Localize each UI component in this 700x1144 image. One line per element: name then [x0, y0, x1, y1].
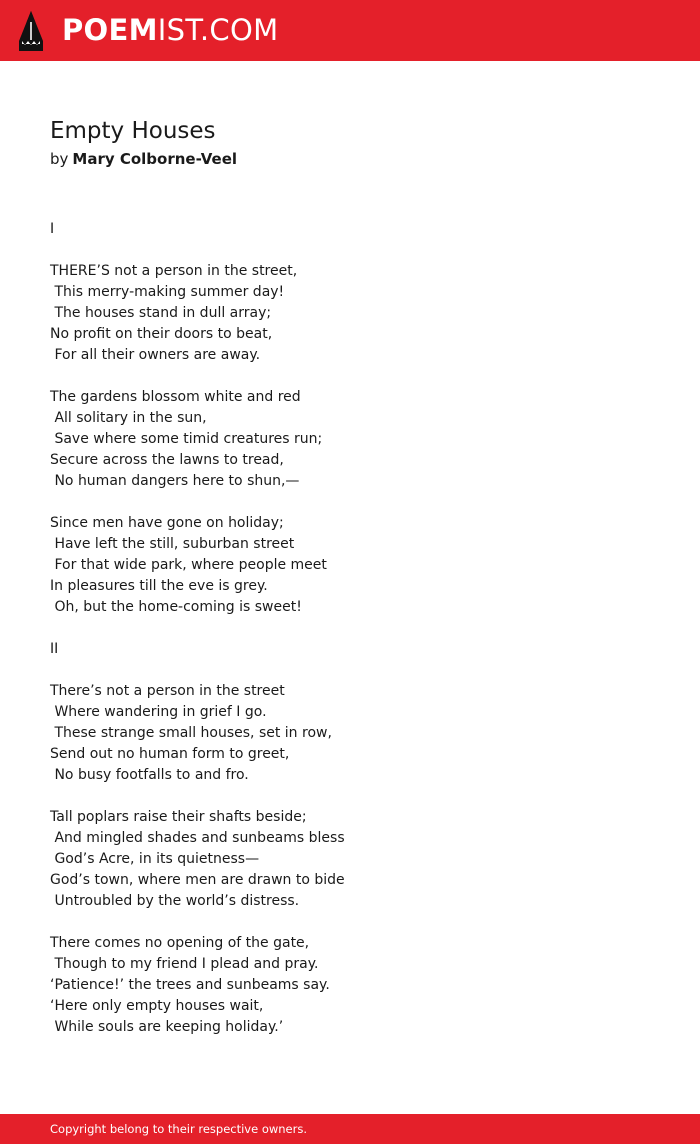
- poem-line: [50, 240, 650, 261]
- poem-line: Though to my friend I plead and pray.: [50, 956, 319, 972]
- poem-line: No human dangers here to shun,—: [50, 473, 300, 489]
- poem-line: Where wandering in grief I go.: [50, 704, 267, 720]
- poem-line: [50, 912, 650, 933]
- poem-line: THERE’S not a person in the street,: [50, 263, 298, 279]
- poem-line: Save where some timid creatures run;: [50, 431, 323, 447]
- poem-line: There’s not a person in the street: [50, 683, 285, 699]
- logo-text-light: IST.COM: [157, 13, 279, 47]
- poem-line: Secure across the lawns to tread,: [50, 452, 284, 468]
- poem-line: The gardens blossom white and red: [50, 389, 301, 405]
- poem-line: Since men have gone on holiday;: [50, 515, 284, 531]
- poem-body: [50, 219, 650, 1038]
- logo-text-bold: POEM: [62, 13, 158, 47]
- site-header: [0, 0, 700, 61]
- poem-line: God’s Acre, in its quietness—: [50, 851, 260, 867]
- poem-line: [50, 492, 650, 513]
- by-label: by: [50, 150, 69, 168]
- poem-line: All solitary in the sun,: [50, 410, 207, 426]
- poem-line: ‘Patience!’ the trees and sunbeams say.: [50, 977, 330, 993]
- poem-line: Send out no human form to greet,: [50, 746, 290, 762]
- poem-line: I: [50, 221, 55, 237]
- poem-line: This merry-making summer day!: [50, 284, 285, 300]
- poem-line: No profit on their doors to beat,: [50, 326, 273, 342]
- poem-line: [50, 660, 650, 681]
- copyright-text: Copyright belong to their respective owners.: [50, 1122, 308, 1136]
- poem-line: Oh, but the home-coming is sweet!: [50, 599, 302, 615]
- author-name: Mary Colborne-Veel: [72, 150, 238, 168]
- poem-line: [50, 366, 650, 387]
- poem-line: In pleasures till the eve is grey.: [50, 578, 268, 594]
- poem-title: Empty Houses: [50, 118, 216, 144]
- site-logo[interactable]: [62, 12, 278, 48]
- poem-line: The houses stand in dull array;: [50, 305, 272, 321]
- poem-line: [50, 618, 650, 639]
- poem-line: Tall poplars raise their shafts beside;: [50, 809, 307, 825]
- pencil-tip-icon: [18, 10, 44, 52]
- poem-line: For all their owners are away.: [50, 347, 261, 363]
- poem-line: No busy footfalls to and fro.: [50, 767, 249, 783]
- poem-line: God’s town, where men are drawn to bide: [50, 872, 345, 888]
- poem-line: Have left the still, suburban street: [50, 536, 295, 552]
- poem-line: There comes no opening of the gate,: [50, 935, 310, 951]
- poem-line: And mingled shades and sunbeams bless: [50, 830, 345, 846]
- site-footer: [0, 1114, 700, 1144]
- poem-line: For that wide park, where people meet: [50, 557, 327, 573]
- poem-line: [50, 786, 650, 807]
- poem-line: II: [50, 641, 59, 657]
- byline: [50, 149, 237, 169]
- poem-line: While souls are keeping holiday.’: [50, 1019, 284, 1035]
- poem-line: These strange small houses, set in row,: [50, 725, 332, 741]
- poem-line: ‘Here only empty houses wait,: [50, 998, 264, 1014]
- poem-line: Untroubled by the world’s distress.: [50, 893, 300, 909]
